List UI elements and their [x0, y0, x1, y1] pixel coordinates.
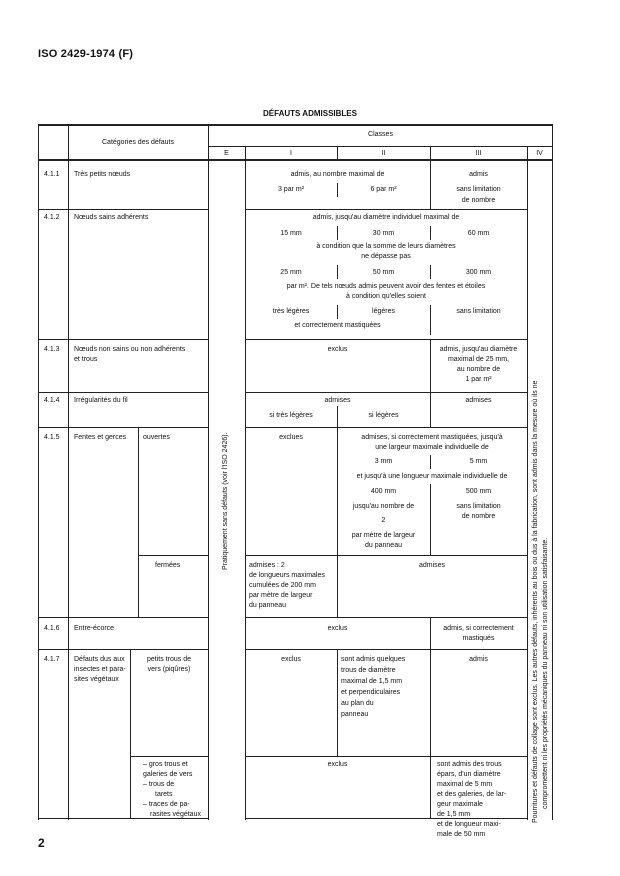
cell-text: admis, au nombre maximal de: [290, 171, 385, 178]
cell-text: très légères: [272, 308, 310, 315]
cell-text: exclus: [327, 625, 348, 632]
standard-header: ISO 2429-1974 (F): [38, 48, 134, 60]
cell-text: du panneau: [365, 542, 402, 549]
cell-text: par mètre de largeur: [351, 532, 416, 539]
cell-text: sont admis quelques: [341, 656, 406, 663]
row-number: 4.1.2: [44, 214, 60, 221]
cell-text: admis, jusqu'au diamètre: [439, 346, 518, 353]
cell-text: 30 mm: [372, 230, 395, 237]
cell-text: trous de diamètre: [341, 667, 396, 674]
cell-text: 2: [381, 517, 386, 524]
cell-text: admises, si correctement mastiquées, jusqu'à: [361, 434, 503, 441]
cell-text: panneau: [341, 711, 369, 718]
cell-text: 50 mm: [372, 269, 395, 276]
row-number: 4.1.4: [44, 397, 60, 404]
cell-text: de longueurs maximales: [249, 572, 325, 579]
cell-text: exclus: [281, 656, 301, 663]
cell-text: par m². De tels nœuds admis peuvent avoir des fentes et étoiles: [286, 283, 486, 290]
page-number: 2: [38, 836, 45, 850]
cell-text: une largeur maximale individuelle de: [375, 444, 489, 451]
cell-text: cumulées de 200 mm: [249, 582, 316, 589]
row-number: 4.1.5: [44, 434, 60, 441]
cell-text: admises: [418, 562, 446, 569]
cell-text: au nombre de: [456, 366, 501, 373]
subcategory-label: fermées: [155, 562, 181, 569]
cell-text: sans limitation: [456, 186, 501, 193]
cell-text: mastiqués: [462, 635, 495, 642]
class-I-header: I: [290, 150, 292, 157]
category-label: et trous: [74, 356, 98, 363]
row-number: 4.1.6: [44, 625, 60, 632]
subcategory-label: petits trous de: [147, 656, 191, 663]
category-label: Défauts dus aux: [74, 656, 125, 663]
category-label: insectes et para-: [74, 666, 126, 673]
cell-text: 6 par m²: [370, 186, 397, 193]
category-label: Nœuds non sains ou non adhérents: [74, 346, 186, 353]
cell-text: 25 mm: [280, 269, 302, 276]
cell-text: admises: [324, 397, 351, 404]
subcategory-label: – gros trous et: [143, 761, 188, 768]
cell-text: admis, jusqu'au diamètre individuel maximal de: [312, 214, 460, 221]
cell-text: et jusqu'à une longueur maximale individuelle de: [356, 473, 508, 480]
category-label: Nœuds sains adhérents: [74, 214, 149, 221]
cell-text: exclues: [279, 434, 303, 441]
category-label: sites végétaux: [74, 676, 119, 683]
class-IV-vertical-text-2: compromettent ni les propriétés mécaniques du panneau ni son utilisation satisfaisante.: [542, 537, 549, 809]
cell-text: sans limitation: [456, 503, 501, 510]
subcategory-label: ouvertes: [143, 434, 170, 441]
subcategory-label: tarets: [155, 791, 173, 798]
table-title: DÉFAUTS ADMISSIBLES: [263, 109, 357, 118]
subcategory-label: galeries de vers: [143, 771, 193, 778]
cell-text: de nombre: [461, 513, 496, 520]
cell-text: geur maximale: [437, 801, 483, 808]
class-E-header: E: [224, 150, 229, 157]
cell-text: si très légères: [269, 412, 313, 419]
cell-text: et des galeries, de lar-: [437, 791, 507, 798]
cell-text: ne dépasse pas: [361, 253, 411, 260]
cell-text: admis: [469, 171, 488, 178]
cell-text: 5 mm: [469, 458, 488, 465]
cell-text: au plan du: [341, 700, 374, 707]
cell-text: légères: [372, 308, 395, 315]
class-IV-vertical-text-1: Pourritures et défauts de collage sont exclus. Les autres défauts, inhérents au bois ou dus à la fabrication, sont admis dans la mesure où ils ne: [532, 380, 539, 823]
cell-text: épars, d'un diamètre: [437, 771, 501, 778]
category-label: Fentes et gerces: [74, 434, 127, 441]
class-IV-header: IV: [536, 150, 543, 157]
row-number: 4.1.1: [44, 171, 60, 178]
cell-text: à condition que la somme de leurs diamètres: [316, 243, 456, 250]
cell-text: 500 mm: [465, 488, 492, 495]
category-label: Très petits nœuds: [74, 171, 131, 178]
cell-text: 15 mm: [280, 230, 302, 237]
cell-text: par mètre de largeur: [249, 592, 313, 599]
cell-text: 60 mm: [467, 230, 490, 237]
cell-text: du panneau: [249, 602, 286, 609]
subcategory-label: – trous de: [143, 781, 175, 788]
class-III-header: III: [475, 150, 482, 157]
cell-text: admis, si correctement: [443, 625, 514, 632]
cell-text: exclus: [327, 761, 348, 768]
cell-text: 3 par m²: [277, 186, 305, 193]
cell-text: admis: [469, 656, 488, 663]
classes-header: Classes: [368, 131, 393, 138]
row-number: 4.1.3: [44, 346, 60, 353]
cell-text: admises : 2: [249, 562, 285, 569]
cell-text: 3 mm: [374, 458, 393, 465]
subcategory-label: – traces de pa-: [143, 801, 190, 808]
subcategory-label: vers (piqûres): [147, 666, 191, 673]
cell-text: 1 par m²: [465, 376, 492, 383]
cell-text: jusqu'au nombre de: [352, 503, 415, 510]
subcategory-label: rasites végétaux: [150, 811, 201, 818]
category-label: Entre-écorce: [74, 625, 115, 632]
cell-text: admises: [465, 397, 492, 404]
row-number: 4.1.7: [44, 656, 60, 663]
cell-text: male de 50 mm: [437, 831, 486, 838]
cell-text: 400 mm: [370, 488, 397, 495]
class-II-header: II: [381, 150, 386, 157]
cell-text: 300 mm: [465, 269, 492, 276]
cell-text: maximal de 5 mm: [437, 781, 493, 788]
cell-text: et correctement mastiquées: [294, 322, 381, 329]
cell-text: si légères: [368, 412, 399, 419]
cell-text: maximal de 1,5 mm: [341, 678, 403, 685]
cell-text: et de longueur maxi-: [437, 821, 501, 828]
cell-text: et perpendiculaires: [341, 689, 401, 696]
cell-text: à condition qu'elles soient: [346, 293, 426, 300]
class-E-vertical-text: Pratiquement sans défauts (voir l'ISO 2426).: [222, 432, 229, 570]
cell-text: sans limitation: [456, 308, 501, 315]
categories-header: Catégories des défauts: [102, 139, 174, 146]
cell-text: de nombre: [461, 197, 496, 204]
category-label: Irrégularités du fil: [74, 397, 128, 404]
cell-text: exclus: [327, 346, 348, 353]
cell-text: maximal de 25 mm,: [447, 356, 510, 363]
cell-text: de 1,5 mm: [437, 811, 471, 818]
cell-text: sont admis des trous: [437, 761, 502, 768]
